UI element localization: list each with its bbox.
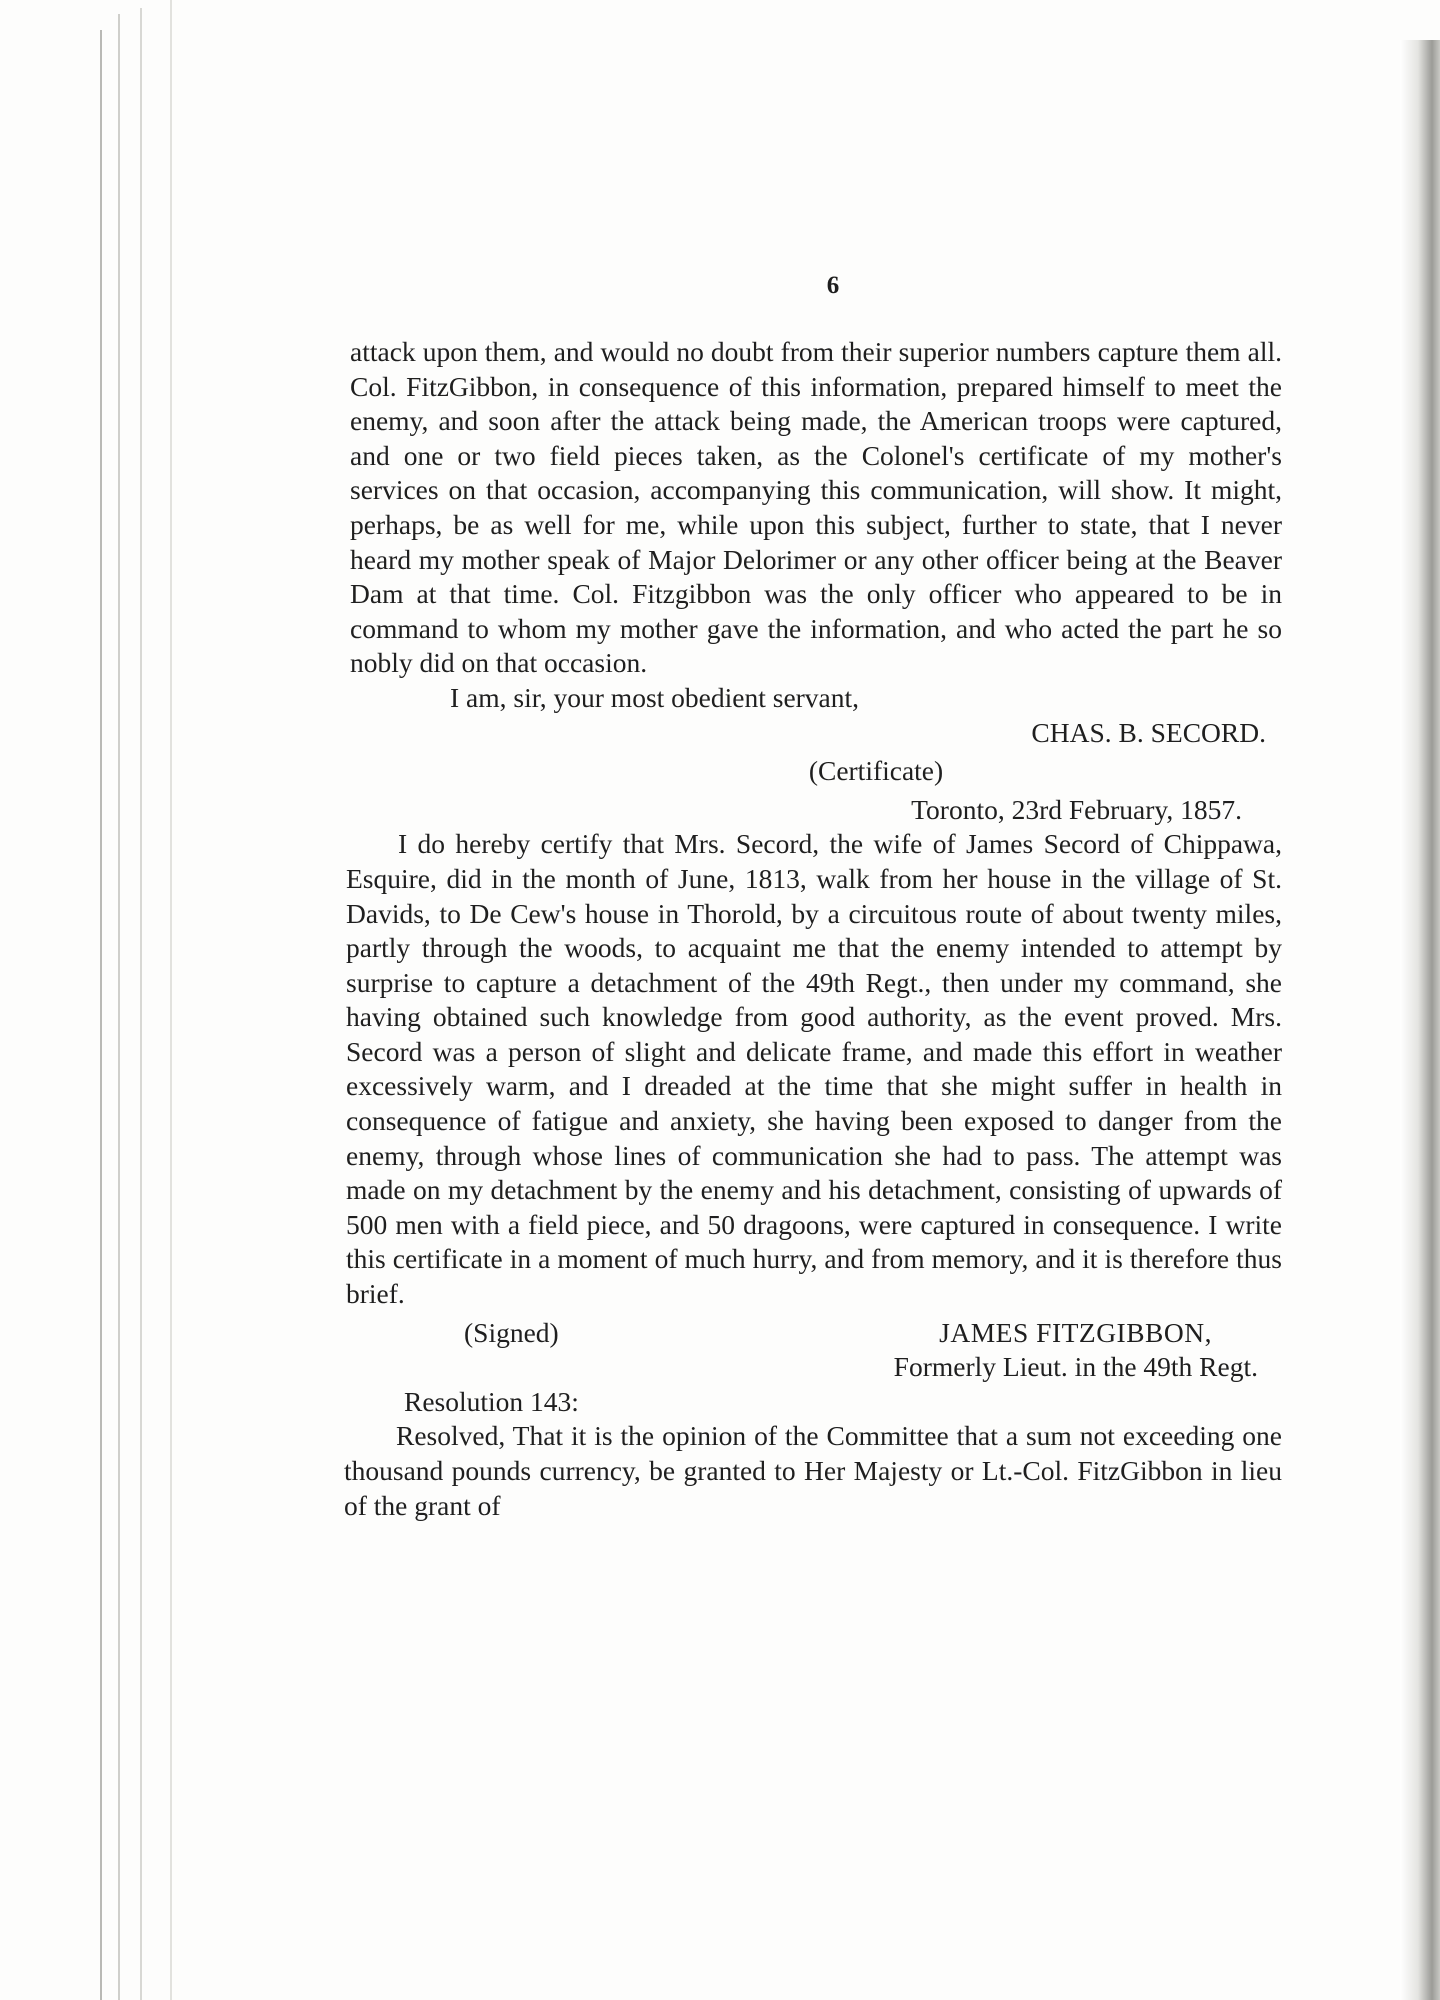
signature-line [346, 1316, 1282, 1351]
certificate-place-date: Toronto, 23rd February, 1857. [911, 793, 1242, 825]
signatory-name: JAMES FITZGIBBON, [939, 1316, 1212, 1348]
page-number: 6 [826, 272, 840, 299]
page-text [344, 335, 1282, 1523]
signed-label: (Signed) [464, 1316, 559, 1348]
certificate-body: I do hereby certify that Mrs. Secord, the wife of James Secord of Chippawa, Esquire, did in the month of June, 1813, walk from her house in the village of St. Davids, to De Cew's house in Thorold, by a circuitous route of about twenty miles, partly through the woods, to acquaint me that the enemy intended to attempt by surprise to capture a detachment of the 49th Regt., then under my command, she having obtained such knowledge from good authority, as the event proved. Mrs. Secord was a person of slight and delicate frame, and made this effort in weather excessively warm, and I dreaded at the time that she might suffer in health in consequence of fatigue and anxiety, she having been exposed to danger from the enemy, through whose lines of communication she had to pass. The attempt was made on my detachment by the enemy and his detachment, consisting of upwards of 500 men with a field piece, and 50 dragoons, were captured in consequence. I write this certificate in a moment of much hurry, and from memory, and it is therefore thus brief. [346, 828, 1282, 1310]
letter-body: attack upon them, and would no doubt from their superior numbers capture them all. Col. FitzGibbon, in consequence of this information, prepared himself to meet the enemy, and soon after the attack being made, the American troops were captured, and one or two field pieces taken, as the Colonel's certificate of my mother's services on that occasion, accompanying this communication, will show. It might, perhaps, be as well for me, while upon this subject, further to state, that I never heard my mother speak of Major Delorimer or any other officer being at the Beaver Dam at that time. Col. Fitzgibbon was the only officer who appeared to be in command to whom my mother gave the information, and who acted the part he so nobly did on that occasion. [350, 336, 1282, 679]
certificate-heading: (Certificate) [808, 755, 944, 787]
page-binding-shadow [1400, 40, 1440, 2000]
letter-signature: CHAS. B. SECORD. [1031, 716, 1266, 748]
stacked-page-edge [100, 30, 102, 2000]
stacked-page-edge [118, 14, 120, 2000]
signatory-title: Formerly Lieut. in the 49th Regt. [893, 1351, 1258, 1383]
resolution-label: Resolution 143: [404, 1385, 579, 1417]
certificate-block [346, 827, 1282, 1385]
letter-closing: I am, sir, your most obedient servant, [450, 681, 860, 713]
stacked-page-edge [170, 0, 172, 2000]
resolution-body: Resolved, That it is the opinion of the Committee that a sum not exceeding one thousand pounds currency, be granted to Her Majesty or Lt.-Col. FitzGibbon in lieu of the grant of [344, 1420, 1282, 1521]
stacked-page-edge [140, 8, 142, 2000]
